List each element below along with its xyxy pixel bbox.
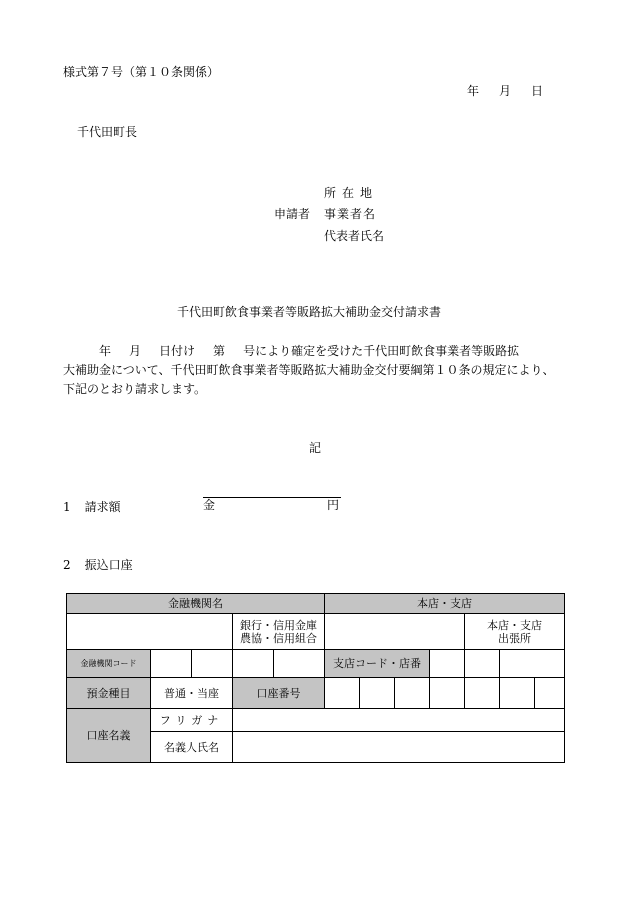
applicant-address-label: 所在地 [324,186,379,200]
branch-code-label: 支店コード・店番 [325,650,430,678]
applicant-representative-label: 代表者氏名 [324,229,385,243]
bank-type-line-2: 農協・信用組合 [240,631,318,645]
institution-code-digit[interactable] [274,650,325,678]
section1-number: 1 [63,500,71,514]
account-number-digit[interactable] [465,678,500,709]
bank-account-table [66,593,565,763]
branch-code-digit[interactable] [430,650,465,678]
date-day: 日 [531,84,544,98]
branch-name-header: 本店・支店 [325,594,565,614]
body-day: 日付け [159,344,196,358]
bank-type-line-1: 銀行・信用金庫 [240,618,318,632]
document-title: 千代田町飲食事業者等販路拡大補助金交付請求書 [177,305,442,319]
account-number-digit[interactable] [500,678,535,709]
account-number-digit[interactable] [395,678,430,709]
branch-name-input[interactable] [325,614,465,650]
furigana-label: フリガナ [151,709,233,732]
addressee: 千代田町長 [77,125,138,139]
institution-code-label: 金融機関コード [67,650,151,678]
institution-name-header: 金融機関名 [67,594,325,614]
body-month: 月 [129,344,142,358]
furigana-input[interactable] [233,709,565,732]
amount-kin: 金 [203,498,216,512]
institution-name-input[interactable] [67,614,233,650]
body-year: 年 [99,344,112,358]
deposit-type-label: 預金種目 [67,678,151,709]
account-number-digit[interactable] [535,678,565,709]
date-month: 月 [499,84,512,98]
branch-type-line-1: 本店・支店 [487,618,543,632]
body-line-1 [63,342,578,361]
account-number-digit[interactable] [430,678,465,709]
date-line [467,83,543,99]
section-transfer-account [63,557,133,573]
ki-heading: 記 [309,441,322,455]
body-number-prefix: 第 [213,344,226,358]
account-number-digit[interactable] [360,678,395,709]
body-line-3: 下記のとおり請求します。 [63,382,207,396]
amount-en: 円 [326,498,339,512]
request-body [63,342,578,399]
institution-code-digit[interactable] [192,650,233,678]
branch-type-options [465,614,565,650]
section1-label: 請求額 [84,500,121,514]
branch-code-digit[interactable] [500,650,565,678]
holder-name-label: 名義人氏名 [151,732,233,763]
section2-number: 2 [63,558,71,572]
account-number-label: 口座番号 [233,678,325,709]
section2-label: 振込口座 [84,558,133,572]
account-number-digit[interactable] [325,678,360,709]
amount-field[interactable] [203,497,341,512]
bank-type-options [233,614,325,650]
applicant-business-name-label: 事業者名 [324,207,377,221]
deposit-type-options[interactable]: 普通・当座 [151,678,233,709]
body-line1-rest: 号により確定を受けた千代田町飲食事業者等販路拡 [243,344,520,358]
holder-name-input[interactable] [233,732,565,763]
applicant-label: 申請者 [274,207,311,221]
branch-code-digit[interactable] [465,650,500,678]
date-year: 年 [467,84,480,98]
institution-code-digit[interactable] [151,650,192,678]
account-holder-label: 口座名義 [67,709,151,763]
form-number: 様式第７号（第１０条関係） [63,65,220,79]
section-request-amount [63,499,121,515]
branch-type-line-2: 出張所 [498,631,532,645]
institution-code-digit[interactable] [233,650,274,678]
body-line-2: 大補助金について、千代田町飲食事業者等販路拡大補助金交付要綱第１０条の規定により、 [63,363,555,377]
